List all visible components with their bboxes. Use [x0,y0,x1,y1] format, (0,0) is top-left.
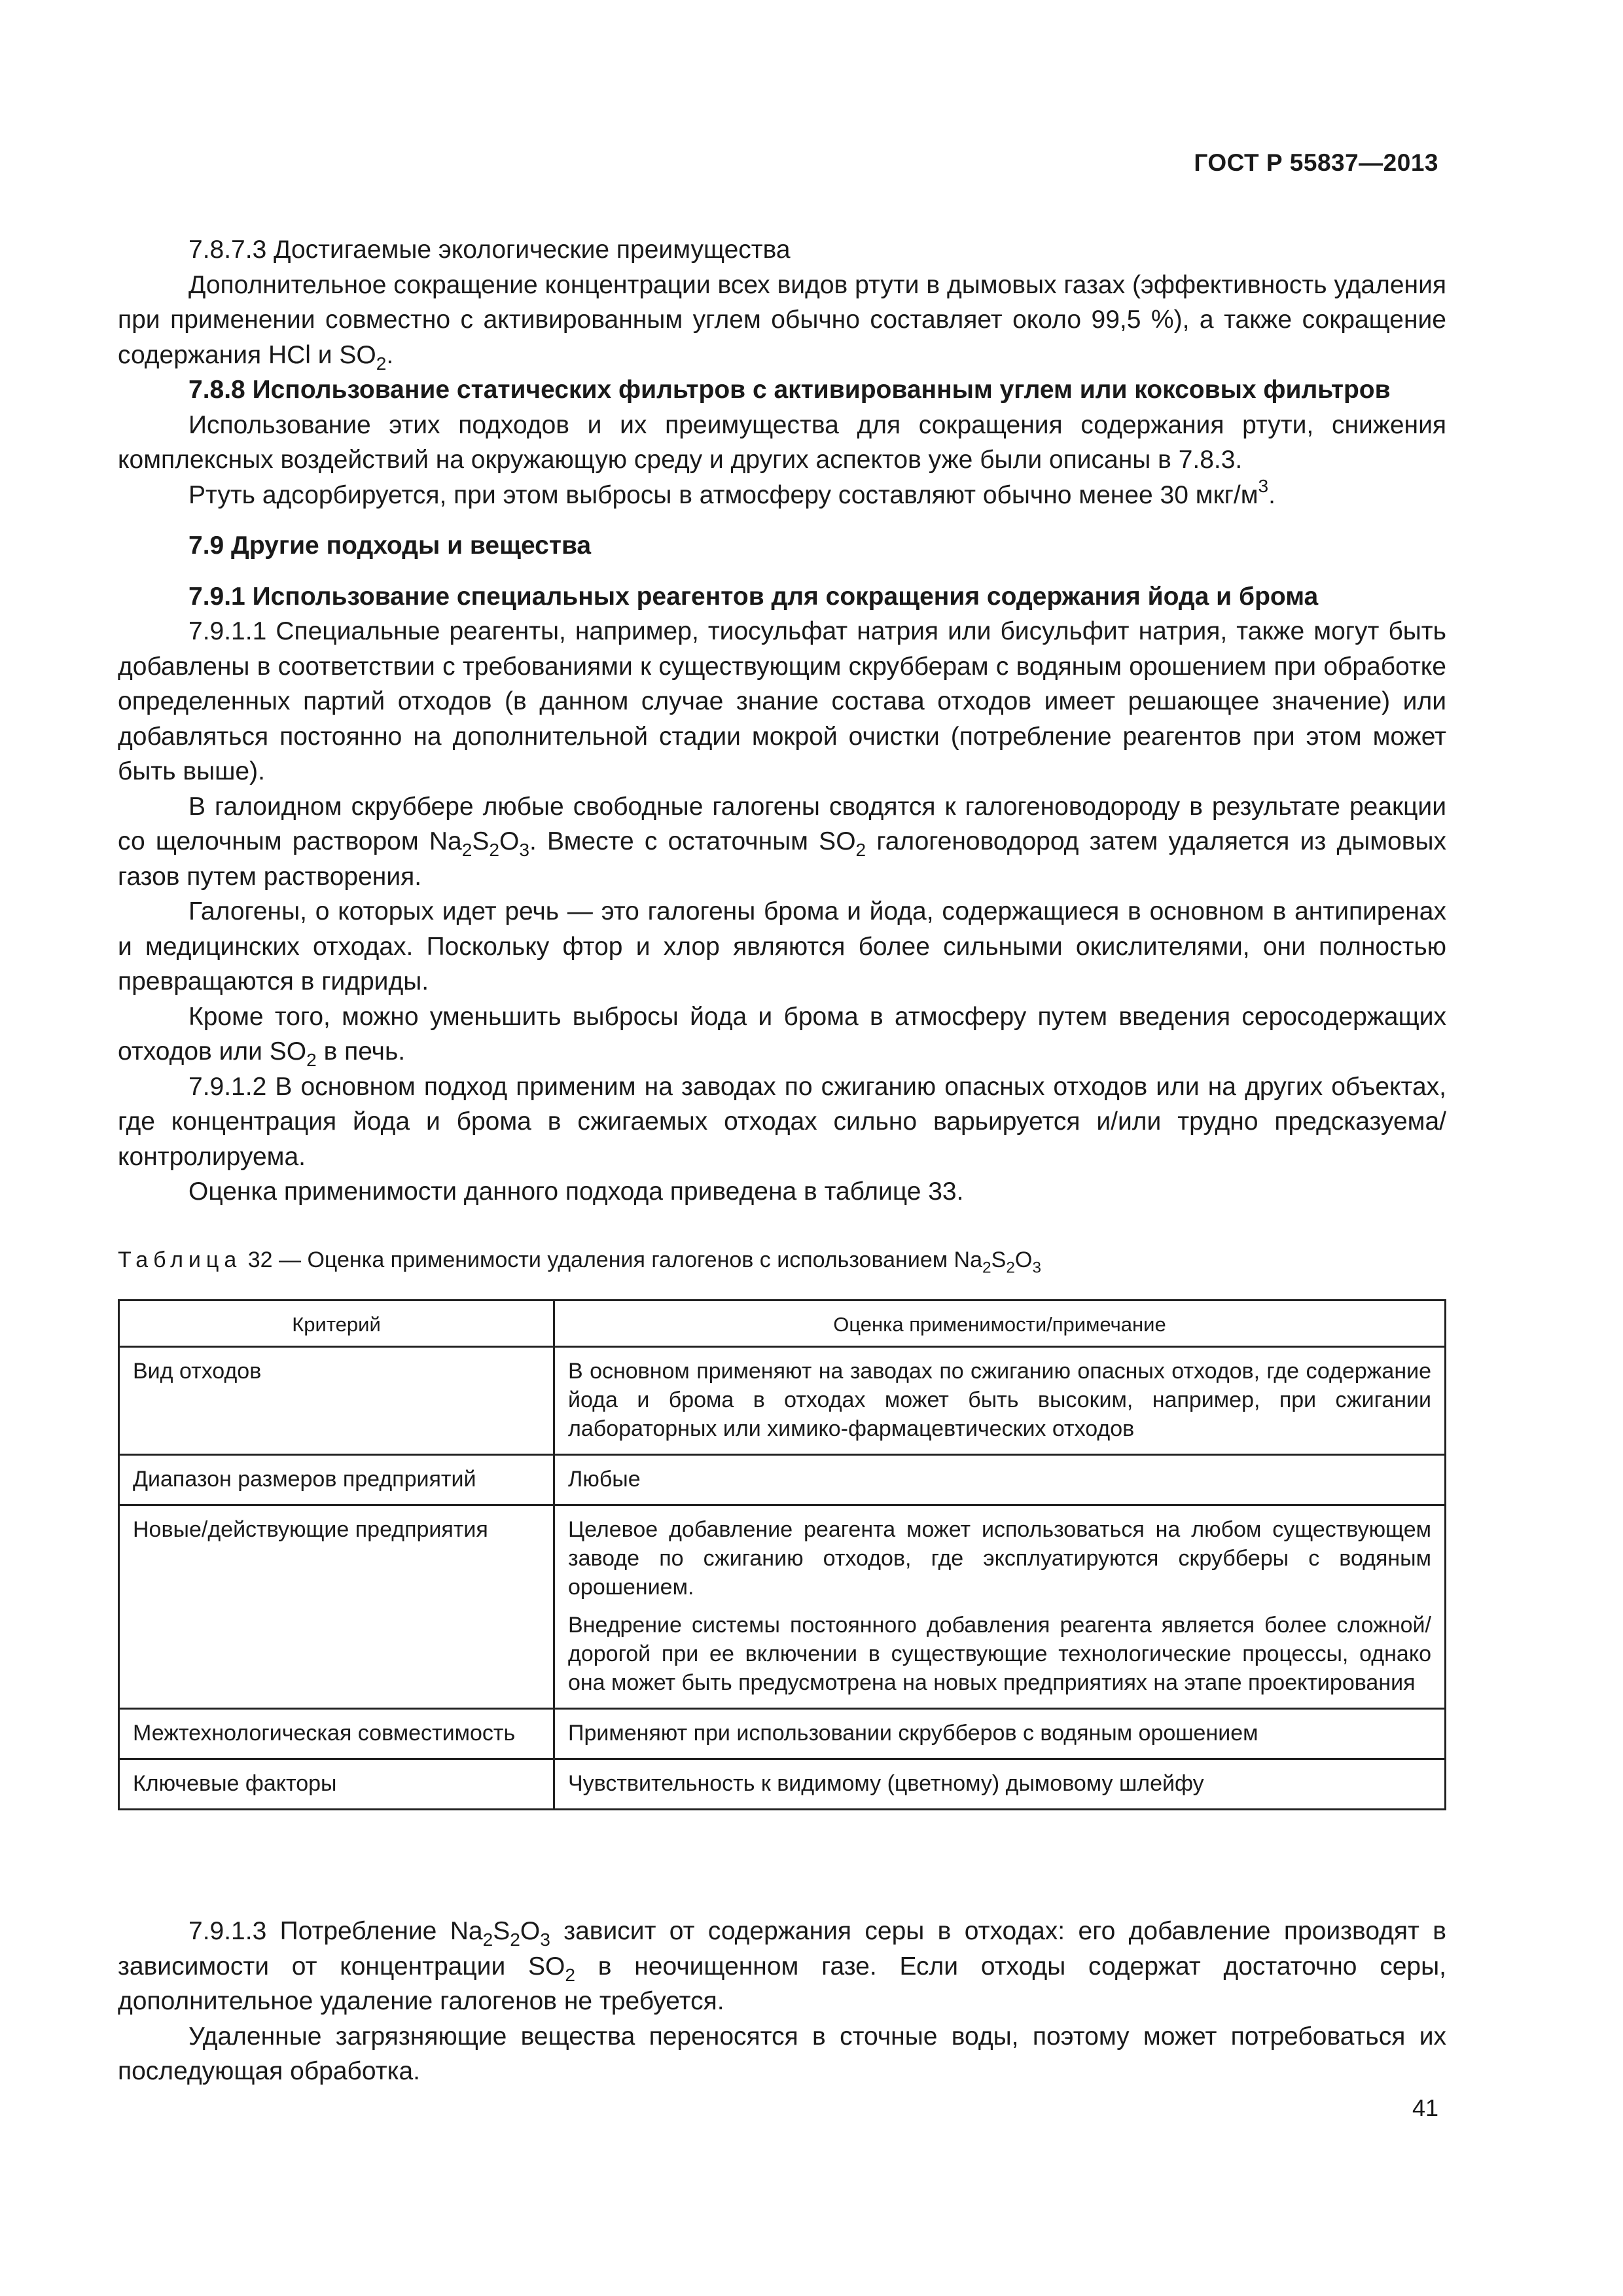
paragraph: Дополнительное сокращение концентрации всех видов ртути в дымовых газах (эффективность удаления при применении совместно с активированным углем обычно составляет около 99,5 %), а также сокращение содержания HCl и $SO_2$. [118,270,1446,374]
section-heading: 7.8.8 Использование статических фильтров с активированным углем или коксовых фильтров [188,376,1391,404]
table-row [119,1505,1446,1709]
note-text: Любые [568,1467,641,1492]
note-text: Применяют при использовании скрубберов с водяным орошением [568,1721,1258,1746]
notes-cell [554,1455,1446,1505]
paragraph: 7.9.1.1 Специальные реагенты, например, тиосульфат натрия или бисульфит натрия, также могут быть добавлены в соответствии с требованиями к существующим скрубберам с водяным орошением при обработке определенных партий отходов (в данном случае знание состава отходов имеет решающее значение) или добавляться постоянно на дополнительной стадии мокрой очистки (потребление реагентов при этом может быть выше). [118,617,1446,785]
column-header: Критерий [119,1300,554,1347]
notes-cell [554,1505,1446,1709]
criterion-cell: Новые/действующие предприятия [119,1505,554,1709]
table-header-row [119,1300,1446,1347]
column-header: Оценка применимости/примечание [554,1300,1446,1347]
table-row [119,1347,1446,1455]
note-text: В основном применяют на заводах по сжиганию опасных отходов, где содержание йода и брома в отходах может быть высоким, например, при сжигании лабораторных или химико-фармацевтических отходов [568,1359,1431,1441]
notes-cell [554,1759,1446,1810]
notes-cell [554,1709,1446,1759]
paragraph: Использование этих подходов и их преимущества для сокращения содержания ртути, снижения комплексных воздействий на окружающую среду и других аспектов уже были описаны в 7.8.3. [118,410,1446,474]
notes-cell [554,1347,1446,1455]
table-row [119,1455,1446,1505]
criterion-cell: Вид отходов [119,1347,554,1455]
table-row [119,1759,1446,1810]
paragraph: 7.9.1.2 В основном подход применим на заводах по сжиганию опасных отходов или на других объектах, где концентрация йода и брома в сжигаемых отходах сильно варьируется и/или трудно предсказуема/контролируема. [118,1072,1446,1171]
paragraph: Кроме того, можно уменьшить выбросы йода и брома в атмосферу путем введения серосодержащих отходов или $SO_2$ в печь. [118,1002,1446,1070]
note-text: Целевое добавление реагента может использоваться на любом существующем заводе по сжиганию отходов, где эксплуатируются скрубберы с водяным орошением. [568,1517,1431,1600]
table-row [119,1709,1446,1759]
document-header: ГОСТ Р 55837—2013 [1194,149,1438,176]
paragraph: 7.9.1.3 Потребление $Na_2S_2O_3$ зависит от содержания серы в отходах: его добавление производят в зависимости от концентрации $SO_2$ в неочищенном газе. Если отходы содержат достаточно серы, дополнительное удаление галогенов не требуется. [118,1917,1446,2015]
criterion-cell: Межтехнологическая совместимость [119,1709,554,1759]
criterion-cell: Диапазон размеров предприятий [119,1455,554,1505]
text-block-bottom [118,1914,1446,2089]
note-text: Внедрение системы постоянного добавления реагента является более сложной/дорогой при ее включении в существующие технологические процессы, однако она может быть предусмотрена на новых предприятиях на этапе проектирования [568,1613,1431,1695]
table-caption [118,1247,1041,1277]
text-block-top [118,232,1446,1210]
criterion-cell: Ключевые факторы [119,1759,554,1810]
paragraph: Галогены, о которых идет речь — это галогены брома и йода, содержащиеся в основном в антипиренах и медицинских отходах. Поскольку фтор и хлор являются более сильными окислителями, они полностью превращаются в гидриды. [118,897,1446,996]
note-text: Чувствительность к видимому (цветному) дымовому шлейфу [568,1771,1204,1796]
paragraph: Удаленные загрязняющие вещества переносятся в сточные воды, поэтому может потребоваться их последующая обработка. [118,2022,1446,2085]
table-caption-title: 32 — Оценка применимости удаления галогенов с использованием $Na_2S_2O_3$ [241,1247,1041,1277]
section-heading: 7.9.1 Использование специальных реагентов для сокращения содержания йода и брома [188,582,1319,611]
paragraph: 7.8.7.3 Достигаемые экологические преимущества [188,236,791,264]
section-heading: 7.9 Другие подходы и вещества [188,531,592,560]
paragraph: В галоидном скруббере любые свободные галогены сводятся к галогеноводороду в результате реакции со щелочным раствором $Na_2S_2O_3$. Вместе с остаточным $SO_2$ галогеноводород затем удаляется из дымовых газов путем растворения. [118,792,1447,891]
applicability-table [118,1299,1446,1810]
paragraph: Ртуть адсорбируется, при этом выбросы в атмосферу составляют обычно менее 30 мкг/$м^3$. [188,475,1275,509]
table-caption-label: Таблица [118,1247,242,1272]
page-number: 41 [1412,2094,1438,2121]
paragraph: Оценка применимости данного подхода приведена в таблице 33. [188,1177,964,1206]
